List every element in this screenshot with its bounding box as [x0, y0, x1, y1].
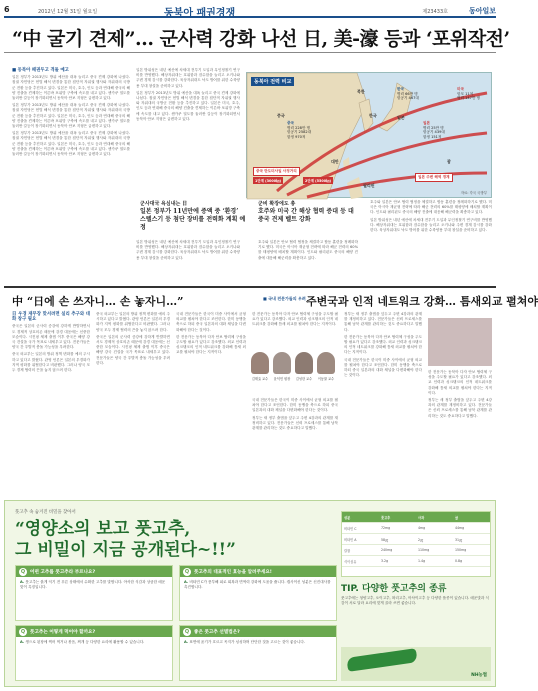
table-row — [342, 556, 490, 567]
portrait-caption: 김성한 교수 — [295, 377, 313, 381]
top-col4-text: 호주와 일본은 안보 협력 협정을 체결하고 합동 훈련을 정례화하기로 했다. 미국은 아시아 재균형 전략에 따라 해군 전력의 60%를 태평양에 배치할 계획이다. 인도와 필리핀도 중국의 해양 진출에 대응해 해군력을 확충하고 있다. — [370, 200, 492, 215]
china-force-line: 항공기 2582대 — [287, 130, 312, 135]
map-title: 동북아 전력 비교 — [251, 77, 294, 86]
qa-answer: A. 비타민 C가 풍부해 피로 회복과 면역력 강화에 도움을 줍니다. 캡사이신 성분은 신진대사를 촉진합니다. — [184, 580, 331, 589]
ad-title-line2: 그 비밀이 지금 공개된다~!!” — [15, 540, 236, 560]
korea-force-name: 한국 — [397, 87, 404, 91]
top-col1-text-more: 일본 정부가 2013년도 방위 예산을 대폭 늘리고 중국 견제 강화에 나섰다. 집권 자민당은 헌법 해석 변경을 통한 집단적 자위권 행사와 자위대의 국방군 전환 등을 추진하고 있다. 일본은 미국, 호주, 인도 등과 연대해 중국의 해양 진출을 견제하는 이른바 포위망 구축에 속도를 내고 있다. 센카쿠 열도를 둘러싼 갈등이 장기화되면서 동북아 안보 지형은 급변하고 있다. — [12, 131, 130, 157]
table-cell: 44mg — [455, 526, 465, 530]
waters-callout: 일본 주변 해역 경계 — [415, 173, 453, 182]
top-lede-2-text: 호주와 미국 간 해상 협력 증대 등 대 중국 견제 벨트 강화 — [258, 208, 354, 223]
top-lede-1-text: 일본 정부가 11년만에 증액 중 ‘환경’ 스텔스기 등 첨단 장비를 전력화 계획 예정 — [140, 208, 246, 231]
question-icon: Q — [184, 629, 190, 635]
middle-col5-text-cont: 한 전문가는 동북아 다자 안보 협력체 구성을 주도할 필요가 있다고 강조했다. 외교 인력과 싱크탱크의 인적 네트워크를 강화해 틈새 외교를 펼쳐야 한다는 지적이다. — [344, 334, 422, 355]
range-tag-2: 2단계 (5500㎞) — [305, 179, 332, 183]
usa-force-line: 항모 11척 — [457, 91, 474, 96]
qa-answer: A. 풋고추는 붉게 익기 전 푸른 상태에서 수확한 고추를 말합니다. 아삭한 식감과 상큼한 매운맛이 특징입니다. — [20, 580, 166, 589]
korea-force-box — [397, 87, 419, 101]
table-cell: 1.4g — [418, 559, 426, 563]
middle-col2-text: 중국 외교부는 일본의 방위 정책 변화를 예의 주시하고 있다고 밝혔다. 관영 언론은 일본의 우경화가 지역 평화를 위협한다고 비판했다. 그러나 양국 모두 경제 협력의 끈을 놓지 않으려 한다. — [96, 312, 170, 332]
middle-col6-text-cont: 정부는 새 정부 출범을 앞두고 주변 4강과의 관계를 재정비하고 있다. 전문가들은 신뢰 프로세스를 통해 남북 관계를 관리하는 것도 중요하다고 말했다. — [428, 398, 492, 418]
range-tag-1: 1단계 (3000㎞) — [255, 179, 282, 183]
middle-col5 — [344, 312, 422, 492]
qa-question — [16, 566, 172, 577]
china-force-line: 함정 970척 — [287, 134, 306, 139]
korea-force-line: 병력 66만 명 — [397, 91, 418, 96]
usa-force-box — [457, 87, 480, 101]
portrait-photo — [295, 352, 313, 374]
issue-date: 2012년 12월 31일 월요일 — [38, 9, 98, 15]
qa-card — [15, 565, 173, 621]
table-cell: 비타민 C — [344, 527, 357, 531]
qa-question-text: 풋고추는 어떻게 먹어야 할까요? — [30, 630, 96, 635]
japan-force-line: 항공기 439대 — [423, 130, 445, 135]
table-cell: 칼륨 — [344, 549, 351, 553]
map-label-philippines: 필리핀 — [363, 183, 375, 188]
qa-question-text: 좋은 풋고추 선별법은? — [194, 630, 240, 635]
top-lede-1 — [140, 200, 246, 232]
pepper-advertisement — [4, 500, 496, 687]
table-cell: 비타민 A — [344, 538, 357, 542]
green-pepper-illustration — [346, 648, 417, 672]
middle-col4-text: 한 전문가는 동북아 다자 안보 협력체 구성을 주도할 필요가 있다고 강조했다. 외교 인력과 싱크탱크의 인적 네트워크를 강화해 틈새 외교를 펼쳐야 한다는 지적이다. — [252, 312, 338, 327]
nutrition-table — [341, 511, 491, 577]
middle-tag: ■ 국내 전문가들의 우려 — [263, 296, 306, 301]
qa-question — [16, 626, 172, 637]
qa-card — [179, 625, 337, 681]
japan-force-box — [423, 121, 445, 139]
table-header-cell: 사과 — [418, 516, 425, 520]
table-cell: 240mg — [381, 548, 393, 552]
qa-card — [15, 625, 173, 681]
top-col4-text-cont: 일본 방위성은 내년 예산에 차세대 전투기 도입과 무인정찰기 연구비를 반영했다. 해상자위대는 호위함과 잠수함을 늘리고 오키나와 주변 경계 감시를 강화한다. 육상자위대도 낙도 방어를 위한 수륙양용 부대 창설을 준비하고 있다. — [370, 217, 492, 233]
table-header-cell: 풋고추 — [381, 516, 391, 520]
middle-col4-top — [252, 312, 338, 350]
expert-photo-large — [428, 318, 492, 366]
expert-portrait — [250, 352, 270, 394]
ad-intro: 풋고추 속 숨겨진 비밀을 찾아서 — [15, 510, 76, 515]
tip-box — [341, 581, 491, 643]
portrait-photo — [273, 352, 291, 374]
col3-bar-title: 군비 확장에도 총 — [258, 201, 296, 207]
qa-answer-text: 표면에 윤기가 흐르고 꼭지가 싱싱하며 단단한 것을 고르는 것이 좋습니다. — [189, 640, 305, 644]
china-force-box — [287, 121, 311, 139]
table-row — [342, 523, 490, 534]
table-cell: 150mg — [455, 548, 467, 552]
qa-question-text: 풋고추의 대표적인 효능을 알려주세요! — [194, 570, 272, 575]
expert-portraits — [250, 352, 336, 394]
top-col2-text: 일본 방위성은 내년 예산에 차세대 전투기 도입과 무인정찰기 연구비를 반영했다. 해상자위대는 호위함과 잠수함을 늘리고 오키나와 주변 경계 감시를 강화한다. 육상자위대도 낙도 방어를 위한 수륙양용 부대 창설을 준비하고 있다. — [136, 68, 241, 88]
middle-col3 — [176, 312, 246, 492]
top-col1-subhead: ■ 동북아 패권두고 격돌 예고 — [12, 68, 69, 73]
portrait-photo — [251, 352, 269, 374]
expert-portrait — [272, 352, 292, 394]
table-header-cell: 귤 — [455, 516, 459, 520]
expert-portrait — [316, 352, 336, 394]
top-col1-text-cont: 일본 정부가 2013년도 방위 예산을 대폭 늘리고 중국 견제 강화에 나섰다. 집권 자민당은 헌법 해석 변경을 통한 집단적 자위권 행사와 자위대의 국방군 전환 등을 추진하고 있다. 일본은 미국, 호주, 인도 등과 연대해 중국의 해양 진출을 견제하는 이른바 포위망 구축에 속도를 내고 있다. 센카쿠 열도를 둘러싼 갈등이 장기화되면서 동북아 안보 지형은 급변하고 있다. — [12, 103, 130, 129]
usa-force-name: 미국 — [457, 87, 464, 91]
page-number: 6 — [4, 5, 10, 14]
table-row — [342, 545, 490, 556]
question-icon: Q — [20, 629, 26, 635]
qa-question — [180, 626, 336, 637]
top-article-col4 — [370, 200, 492, 276]
section-title: 동북아 패권경쟁 — [164, 8, 236, 19]
middle-right-headline: 주변국과 인적 네트워크 강화… 틈새외교 펼쳐야 — [306, 295, 538, 308]
ad-title — [15, 519, 345, 561]
map-label-taiwan: 대만 — [331, 159, 339, 164]
issue-number: 제23433호 — [422, 9, 448, 15]
middle-col1-subhead: 日 우경 재무장 맞서려면 실리 추구와 대화 창구 필요 — [12, 312, 90, 323]
qa-card — [179, 565, 337, 621]
headline-rule — [4, 52, 496, 53]
qa-answer: A. 생으로 된장에 찍어 먹거나 볶음, 찌개 등 다양한 요리에 활용할 수 있습니다. — [20, 640, 145, 644]
map-label-japan: 일본 — [397, 115, 405, 120]
table-cell: 4mg — [418, 526, 426, 530]
middle-col4b-text-cont: 정부는 새 정부 출범을 앞두고 주변 4강과의 관계를 재정비하고 있다. 전문가들은 신뢰 프로세스를 통해 남북 관계를 관리하는 것도 중요하다고 말했다. — [252, 415, 338, 431]
middle-col5-text-more: 국내 전문가들은 한국이 미중 사이에서 균형 외교를 펼쳐야 한다고 조언한다. 한미 동맹을 축으로 하되 중국 일본과의 대화 채널을 다변화해야 한다는 것이다. — [344, 357, 422, 378]
middle-col2-text-cont: 중국은 일본의 군사력 증강에 강하게 반발하면서도 경제적 상호의존 때문에 강경 대응에는 신중한 모습이다. 시진핑 체제 출범 이후 중국은 해양 강국 건설을 국가 목표로 내세우고 있다. 전문가들은 양국 간 우발적 충돌 가능성을 우려한다. — [96, 334, 170, 365]
qa-answer-text: 풋고추는 붉게 익기 전 푸른 상태에서 수확한 고추를 말합니다. 아삭한 식감과 상큼한 매운맛이 특징입니다. — [20, 580, 166, 589]
middle-col2 — [96, 312, 170, 492]
question-icon: Q — [20, 569, 26, 575]
qa-answer-text: 생으로 된장에 찍어 먹거나 볶음, 찌개 등 다양한 요리에 활용할 수 있습니다. — [25, 640, 145, 644]
middle-col4 — [252, 398, 338, 492]
table-row — [342, 534, 490, 545]
china-force-line: 병력 228만 명 — [287, 125, 311, 130]
section-rule — [4, 286, 496, 288]
table-cell: 31㎍ — [455, 538, 463, 542]
tip-title: TIP. 다양한 풋고추의 종류 — [341, 584, 447, 594]
japan-force-name: 일본 — [423, 121, 430, 125]
top-article-col2 — [136, 68, 240, 194]
japan-force-line: 함정 151척 — [423, 134, 442, 139]
middle-col5-text: 정부는 새 정부 출범을 앞두고 주변 4강과의 관계를 재정비하고 있다. 전문가들은 신뢰 프로세스를 통해 남북 관계를 관리하는 것도 중요하다고 말했다. — [344, 312, 422, 332]
table-cell: 3.2g — [381, 559, 389, 563]
missile-range-callout: 중국 탄도미사일 사정거리 — [253, 167, 300, 176]
top-article-col1 — [12, 68, 130, 274]
table-cell: 110mg — [418, 548, 430, 552]
middle-col3-text: 국내 전문가들은 한국이 미중 사이에서 균형 외교를 펼쳐야 한다고 조언한다. 한미 동맹을 축으로 하되 중국 일본과의 대화 채널을 다변화해야 한다는 것이다. — [176, 312, 246, 332]
top-col2-text-cont: 일본 정부가 2013년도 방위 예산을 대폭 늘리고 중국 견제 강화에 나섰다. 집권 자민당은 헌법 해석 변경을 통한 집단적 자위권 행사와 자위대의 국방군 전환 등을 추진하고 있다. 일본은 미국, 호주, 인도 등과 연대해 중국의 해양 진출을 견제하는 이른바 포위망 구축에 속도를 내고 있다. 센카쿠 열도를 둘러싼 갈등이 장기화되면서 동북아 안보 지형은 급변하고 있다. — [136, 90, 241, 121]
map-label-china: 중국 — [277, 113, 285, 118]
table-header-row — [342, 512, 490, 523]
table-cell: 72mg — [381, 526, 391, 530]
qa-answer-text: 비타민 C가 풍부해 피로 회복과 면역력 강화에 도움을 줍니다. 캡사이신 성분은 신진대사를 촉진합니다. — [184, 580, 331, 589]
col2-bar-title: 군사대국 욕심내는 日 — [140, 201, 188, 207]
map-label-guam: 괌 — [447, 159, 451, 164]
map-label-korea: 한국 — [369, 113, 377, 118]
qa-answer: A. 표면에 윤기가 흐르고 꼭지가 싱싱하며 단단한 것을 고르는 것이 좋습니다. — [184, 640, 305, 644]
question-icon: Q — [184, 569, 190, 575]
portrait-photo — [317, 352, 335, 374]
korea-force-line: 항공기 467대 — [397, 96, 419, 101]
top-col1-text: 일본 정부가 2013년도 방위 예산을 대폭 늘리고 중국 견제 강화에 나섰다. 집권 자민당은 헌법 해석 변경을 통한 집단적 자위권 행사와 자위대의 국방군 전환 등을 추진하고 있다. 일본은 미국, 호주, 인도 등과 연대해 중국의 해양 진출을 견제하는 이른바 포위망 구축에 속도를 내고 있다. 센카쿠 열도를 둘러싼 갈등이 장기화되면서 동북아 안보 지형은 급변하고 있다. — [12, 75, 130, 101]
tip-text: 풋고추에는 청양고추, 오이고추, 꽈리고추, 아삭이고추 등 다양한 품종이 있습니다. 매운맛과 식감이 서로 달라 요리에 맞게 골라 쓰면 좋습니다. — [341, 596, 489, 605]
middle-col3-text-cont: 한 전문가는 동북아 다자 안보 협력체 구성을 주도할 필요가 있다고 강조했다. 외교 인력과 싱크탱크의 인적 네트워크를 강화해 틈새 외교를 펼쳐야 한다는 지적이다. — [176, 334, 246, 355]
table-cell: 식이섬유 — [344, 560, 357, 564]
portrait-caption: 윤덕민 원장 — [273, 377, 291, 381]
top-col3-text: 호주와 일본은 안보 협력 협정을 체결하고 합동 훈련을 정례화하기로 했다. 미국은 아시아 재균형 전략에 따라 해군 전력의 60%를 태평양에 배치할 계획이다. 인도와 필리핀도 중국의 해양 진출에 대응해 해군력을 확충하고 있다. — [258, 240, 358, 260]
expert-portrait — [294, 352, 314, 394]
middle-col6-text: 한 전문가는 동북아 다자 안보 협력체 구성을 주도할 필요가 있다고 강조했다. 외교 인력과 싱크탱크의 인적 네트워크를 강화해 틈새 외교를 펼쳐야 한다는 지적이다. — [428, 370, 492, 395]
top-article-col3 — [258, 240, 358, 276]
advertiser-logo: NH농협 — [471, 673, 487, 678]
middle-col4b-text: 국내 전문가들은 한국이 미중 사이에서 균형 외교를 펼쳐야 한다고 조언한다. 한미 동맹을 축으로 하되 중국 일본과의 대화 채널을 다변화해야 한다는 것이다. — [252, 398, 338, 413]
middle-col1 — [12, 312, 90, 492]
qa-question — [180, 566, 336, 577]
china-force-name: 중국 — [287, 121, 294, 125]
top-article-col2b — [136, 240, 240, 276]
middle-col1-text: 중국은 일본의 군사력 증강에 강하게 반발하면서도 경제적 상호의존 때문에 강경 대응에는 신중한 모습이다. 시진핑 체제 출범 이후 중국은 해양 강국 건설을 국가 목표로 내세우고 있다. 전문가들은 양국 간 우발적 충돌 가능성을 우려한다. — [12, 324, 90, 350]
top-lede-2 — [258, 200, 358, 224]
portrait-caption: 김태효 교수 — [251, 377, 269, 381]
force-comparison-map — [246, 72, 492, 198]
map-source: 자료: 각국 국방부 — [460, 191, 487, 195]
table-cell: 0.8g — [455, 559, 463, 563]
main-headline: “中 굴기 견제”… 군사력 강화 나선 日, 美-濠 등과 ‘포위작전’ — [12, 28, 510, 50]
portrait-caption: 이동률 교수 — [317, 377, 335, 381]
middle-left-headline: 中 “日에 손 쓰자니… 손 놓자니…” — [12, 295, 184, 308]
table-cell: 58㎍ — [381, 538, 389, 542]
middle-col1-text-cont: 중국 외교부는 일본의 방위 정책 변화를 예의 주시하고 있다고 밝혔다. 관영 언론은 일본의 우경화가 지역 평화를 위협한다고 비판했다. 그러나 양국 모두 경제 협력의 끈을 놓지 않으려 한다. — [12, 352, 90, 373]
japan-force-line: 병력 25만 명 — [423, 125, 444, 130]
usa-force-line: 병력 147만 명 — [457, 96, 481, 101]
qa-question-text: 어떤 고추를 풋고추라 부르나요? — [30, 570, 96, 575]
table-header-cell: 성분 — [344, 516, 351, 520]
page-header — [4, 4, 496, 18]
ad-title-line1: “영양소의 보고 풋고추, — [15, 519, 191, 539]
top-col2b-text: 일본 방위성은 내년 예산에 차세대 전투기 도입과 무인정찰기 연구비를 반영했다. 해상자위대는 호위함과 잠수함을 늘리고 오키나와 주변 경계 감시를 강화한다. 육상자위대도 낙도 방어를 위한 수륙양용 부대 창설을 준비하고 있다. — [136, 240, 241, 260]
newspaper-name: 동아일보 — [468, 7, 496, 15]
table-cell: 2㎍ — [418, 538, 424, 542]
map-label-north-korea: 북한 — [357, 89, 365, 94]
middle-col6 — [428, 370, 492, 492]
pepper-image — [341, 647, 491, 681]
